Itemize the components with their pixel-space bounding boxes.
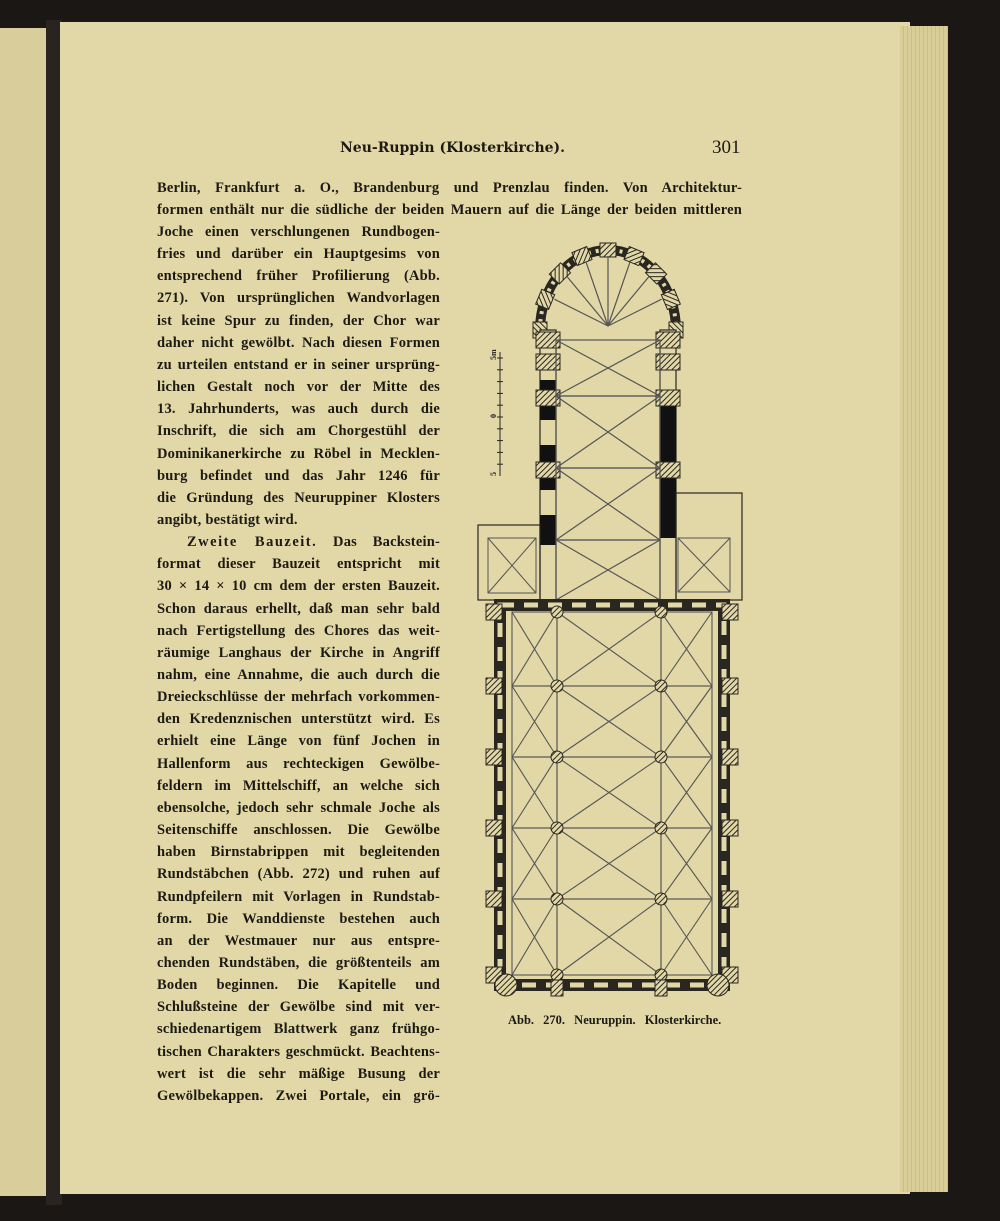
text-line: angibt, bestätigt wird. <box>157 511 298 528</box>
text-fragment: Das Backstein- <box>333 534 440 551</box>
choir-wall-old-section <box>540 515 556 545</box>
scale-label: 0 <box>489 414 498 418</box>
text-line: Joche einen verschlungenen Rundbogen- <box>157 224 440 240</box>
text-line: form. Die Wanddienste bestehen auch <box>157 910 440 927</box>
vault-rib <box>608 277 649 326</box>
nave-buttress <box>722 604 738 620</box>
left-page-edge <box>0 28 48 1196</box>
text-line: zu urteilen entstand er in seiner ursprüng- <box>157 356 440 373</box>
text-line: 30 × 14 × 10 cm dem der ersten Bauzeit. <box>157 578 440 595</box>
text-line: burg befindet und das Jahr 1246 für <box>157 467 440 484</box>
apse-buttress <box>600 243 616 257</box>
text-line: die Gründung des Neuruppiner Klosters <box>157 489 440 506</box>
text-line: daher nicht gewölbt. Nach diesen Formen <box>157 334 440 351</box>
nave-pillar <box>551 822 563 834</box>
nave-pillar <box>551 606 563 618</box>
nave-pillar <box>551 969 563 981</box>
text-line: Dreieckschlüsse der mehrfach vorkommen- <box>157 689 440 706</box>
text-line: formen enthält nur die südliche der beiden Mauern auf die Länge der beiden mittleren <box>157 202 742 218</box>
text-line: Dominikanerkirche zu Röbel in Mecklen- <box>157 445 440 462</box>
nave-pillar <box>655 606 667 618</box>
text-line: nahm, eine Annahme, die auch durch die <box>157 667 440 683</box>
nave-buttress <box>486 891 502 907</box>
church-floor-plan <box>470 240 760 1010</box>
nave-buttress <box>486 678 502 694</box>
text-line: ebensolche, jedoch sehr schmale Joche als <box>157 799 440 816</box>
corner-buttress <box>495 974 517 996</box>
text-line: Gewölbekappen. Zwei Portale, ein grö- <box>157 1087 440 1104</box>
scale-label: 5m <box>489 349 498 360</box>
vault-rib <box>567 277 608 326</box>
text-line: Schlußsteine der Gewölbe sind mit ver- <box>157 999 440 1016</box>
text-line: lichen Gestalt noch vor der Mitte des <box>157 379 440 396</box>
text-line: ist keine Spur zu finden, der Chor war <box>157 312 440 329</box>
nave-buttress <box>486 749 502 765</box>
nave-pillar <box>551 680 563 692</box>
text-line: Boden beginnen. Die Kapitelle und <box>157 977 440 994</box>
text-line: 271). Von ursprünglichen Wandvorlagen <box>157 290 440 307</box>
text-line: Hallenform aus rechteckigen Gewölbe- <box>157 755 440 772</box>
scale-bar <box>489 349 500 476</box>
nave-pillar <box>655 969 667 981</box>
text-line: chenden Rundstäben, die größtenteils am <box>157 954 440 971</box>
text-line: format dieser Bauzeit entspricht mit <box>157 556 440 573</box>
text-line: Seitenschiffe anschlossen. Die Gewölbe <box>157 822 440 839</box>
nave-buttress <box>722 678 738 694</box>
text-line: Berlin, Frankfurt a. O., Brandenburg und Prenzlau finden. Von Architektur- <box>157 180 742 196</box>
text-line: schiedenartigem Blattwerk ganz frühgo- <box>157 1021 440 1038</box>
section-heading: Zweite Bauzeit. <box>187 534 318 551</box>
text-line: räumige Langhaus der Kirche in Angriff <box>157 644 440 661</box>
text-line: den Kredenznischen unterstützt wird. Es <box>157 711 440 728</box>
text-line: Rundpfeilern mit Vorlagen in Rundstab- <box>157 888 440 905</box>
text-line: tischen Charakters geschmückt. Beachtens- <box>157 1043 440 1060</box>
figure-caption: Abb. 270. Neuruppin. Klosterkirche. <box>508 1013 722 1027</box>
nave-buttress <box>722 891 738 907</box>
page-edges <box>900 26 948 1192</box>
nave-pillar <box>655 893 667 905</box>
nave-buttress <box>722 820 738 836</box>
text-line: nach Fertigstellung des Chores das weit- <box>157 622 440 639</box>
text-line: Schon daraus erhellt, daß man sehr bald <box>157 600 440 617</box>
text-line: entsprechend früher Profilierung (Abb. <box>157 268 440 285</box>
scale-label: 5 <box>489 472 498 476</box>
nave-pillar <box>655 822 667 834</box>
running-head: Neu-Ruppin (Klosterkirche). <box>340 140 566 156</box>
text-line: an der Westmauer nur aus entspre- <box>157 932 440 949</box>
text-line: fries und darüber ein Hauptgesims von <box>157 246 440 263</box>
nave-pillar <box>655 680 667 692</box>
floor-plan-figure <box>470 240 760 1010</box>
text-line: feldern im Mittelschiff, an welche sich <box>157 777 440 794</box>
text-line: Inschrift, die sich am Chorgestühl der <box>157 423 440 440</box>
text-line: 13. Jahrhunderts, was auch durch die <box>157 401 440 418</box>
page-number: 301 <box>712 137 741 158</box>
nave-buttress <box>486 820 502 836</box>
text-line: wert ist die sehr mäßige Busung der <box>157 1065 440 1082</box>
corner-buttress <box>707 974 729 996</box>
west-buttress <box>655 980 667 996</box>
text-line: Rundstäbchen (Abb. 272) und ruhen auf <box>157 866 440 883</box>
text-line <box>157 534 440 556</box>
nave-buttress <box>722 749 738 765</box>
text-line: erhielt eine Länge von fünf Jochen in <box>157 733 440 750</box>
nave-pillar <box>551 751 563 763</box>
west-buttress <box>551 980 563 996</box>
nave-pillar <box>551 893 563 905</box>
nave-buttress <box>486 604 502 620</box>
nave-pillar <box>655 751 667 763</box>
text-line: haben Birnstabrippen mit begleitenden <box>157 844 440 861</box>
